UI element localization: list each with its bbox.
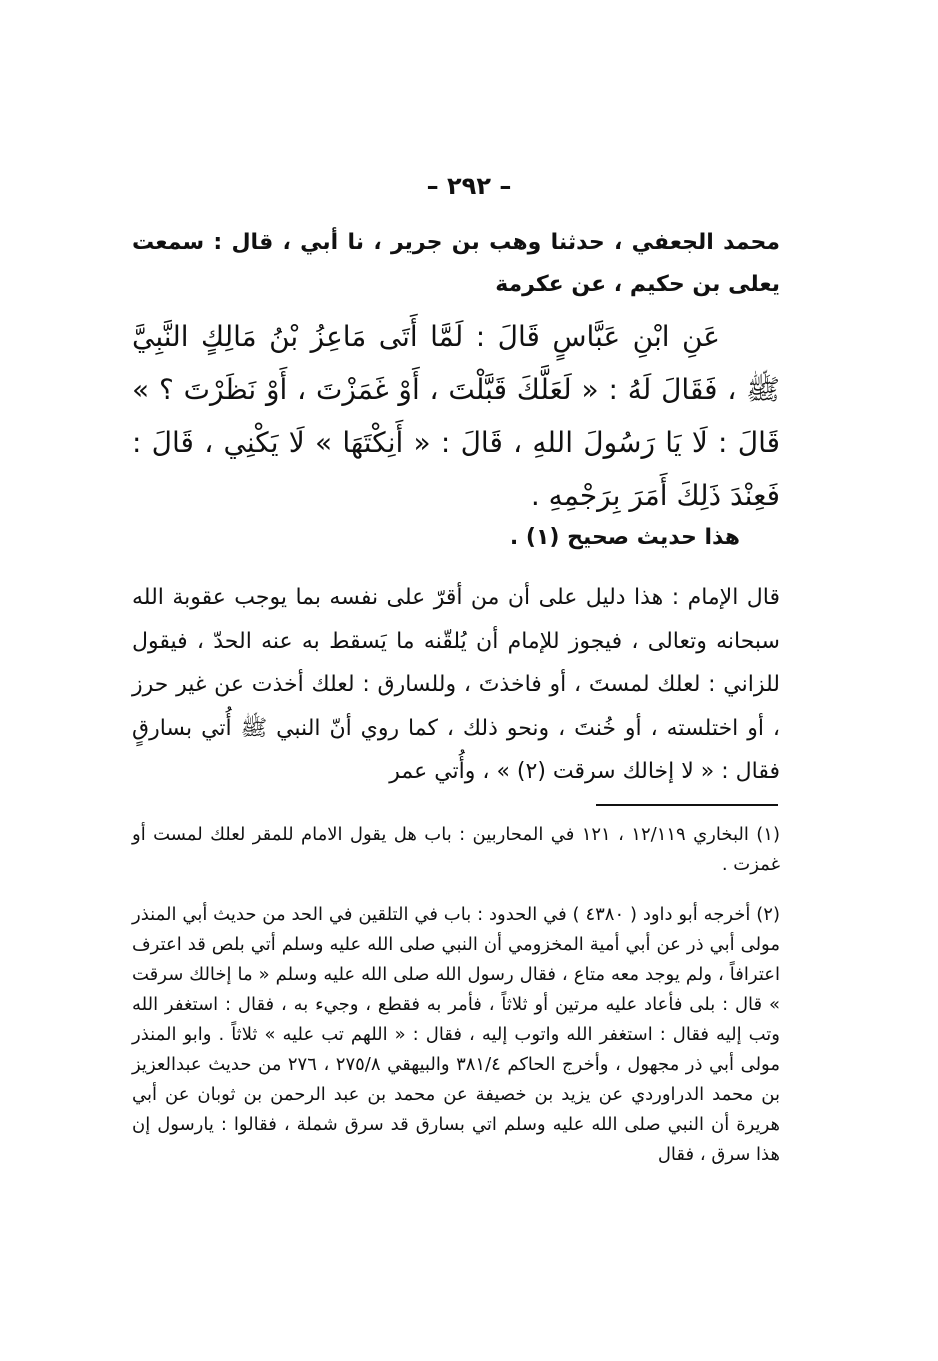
footnote-separator (596, 804, 778, 806)
footnote-2: (٢) أخرجه أبو داود ( ٤٣٨٠ ) في الحدود : باب في التلقين في الحد من حديث أبي المنذر مولى أبي ذر عن أبي أمية المخزومي أن النبي صلى الله عليه وسلم أتي بلص قد اعترف اعترافاً ، ولم يوجد معه متاع ، فقال رسول الله صلى الله عليه وسلم « ما إخالك سرقت » قال : بلى فأعاد عليه مرتين أو ثلاثاً ، فأمر به فقطع ، وجيء به ، فقال : استغفر الله وتب إليه فقال : استغفر الله واتوب إليه ، فقال : « اللهم تب عليه » ثلاثاً . وابو المنذر مولى أبي ذر مجهول ، وأخرج الحاكم ٣٨١/٤ والبيهقي ٢٧٥/٨ ، ٢٧٦ من حديث عبدالعزيز بن محمد الدراوردي عن يزيد بن خصيفة عن محمد بن عبد الرحمن بن ثوبان عن أبي هريرة أن النبي صلى الله عليه وسلم اتي بسارق قد سرق شملة ، فقالوا : يارسول إن هذا سرق ، فقال (132, 904, 780, 1165)
isnad-chain: محمد الجعفي ، حدثنا وهب بن جرير ، نا أبي ، قال : سمعت يعلى بن حكيم ، عن عكرمة (132, 230, 780, 297)
hadith-text (132, 310, 780, 522)
hadith-grade-text: هذا حديث صحيح (١) . (509, 525, 740, 550)
hadith-body: عَنِ ابْنِ عَبَّاسٍ قَالَ : لَمَّا أَتَى مَاعِزُ بْنُ مَالِكٍ النَّبِيَّ ﷺ ، فَقَالَ لَهُ : « لَعَلَّكَ قَبَّلْتَ ، أَوْ غَمَزْتَ ، أَوْ نَظَرْتَ ؟ » قَالَ : لَا يَا رَسُولَ اللهِ ، قَالَ : « أَنِكْتَهَا » لَا يَكْنِي ، قَالَ : فَعِنْدَ ذَلِكَ أَمَرَ بِرَجْمِهِ . (132, 320, 780, 512)
footnote-1: (١) البخاري ١٢/١١٩ ، ١٢١ في المحاربين : باب هل يقول الامام للمقر لعلك لمست أو غمزت . (132, 824, 780, 875)
page-number: – ٢٩٢ – (426, 172, 512, 200)
hadith-grade (132, 520, 780, 556)
imam-commentary: قال الإمام : هذا دليل على أن من أقرّ على نفسه بما يوجب عقوبة الله سبحانه وتعالى ، فيجوز للإمام أن يُلقّنه ما يَسقط به عنه الحدّ ، فيقول للزاني : لعلك لمستَ ، أو فاخذتَ ، وللسارق : لعلك أخذت عن غير حرز ، أو اختلسته ، أو خُنتَ ، ونحو ذلك ، كما روي أنّ النبي ﷺ أُتي بسارقٍ فقال : « لا إخالك سرقت (٢) » ، وأُتي عمر (132, 585, 780, 784)
